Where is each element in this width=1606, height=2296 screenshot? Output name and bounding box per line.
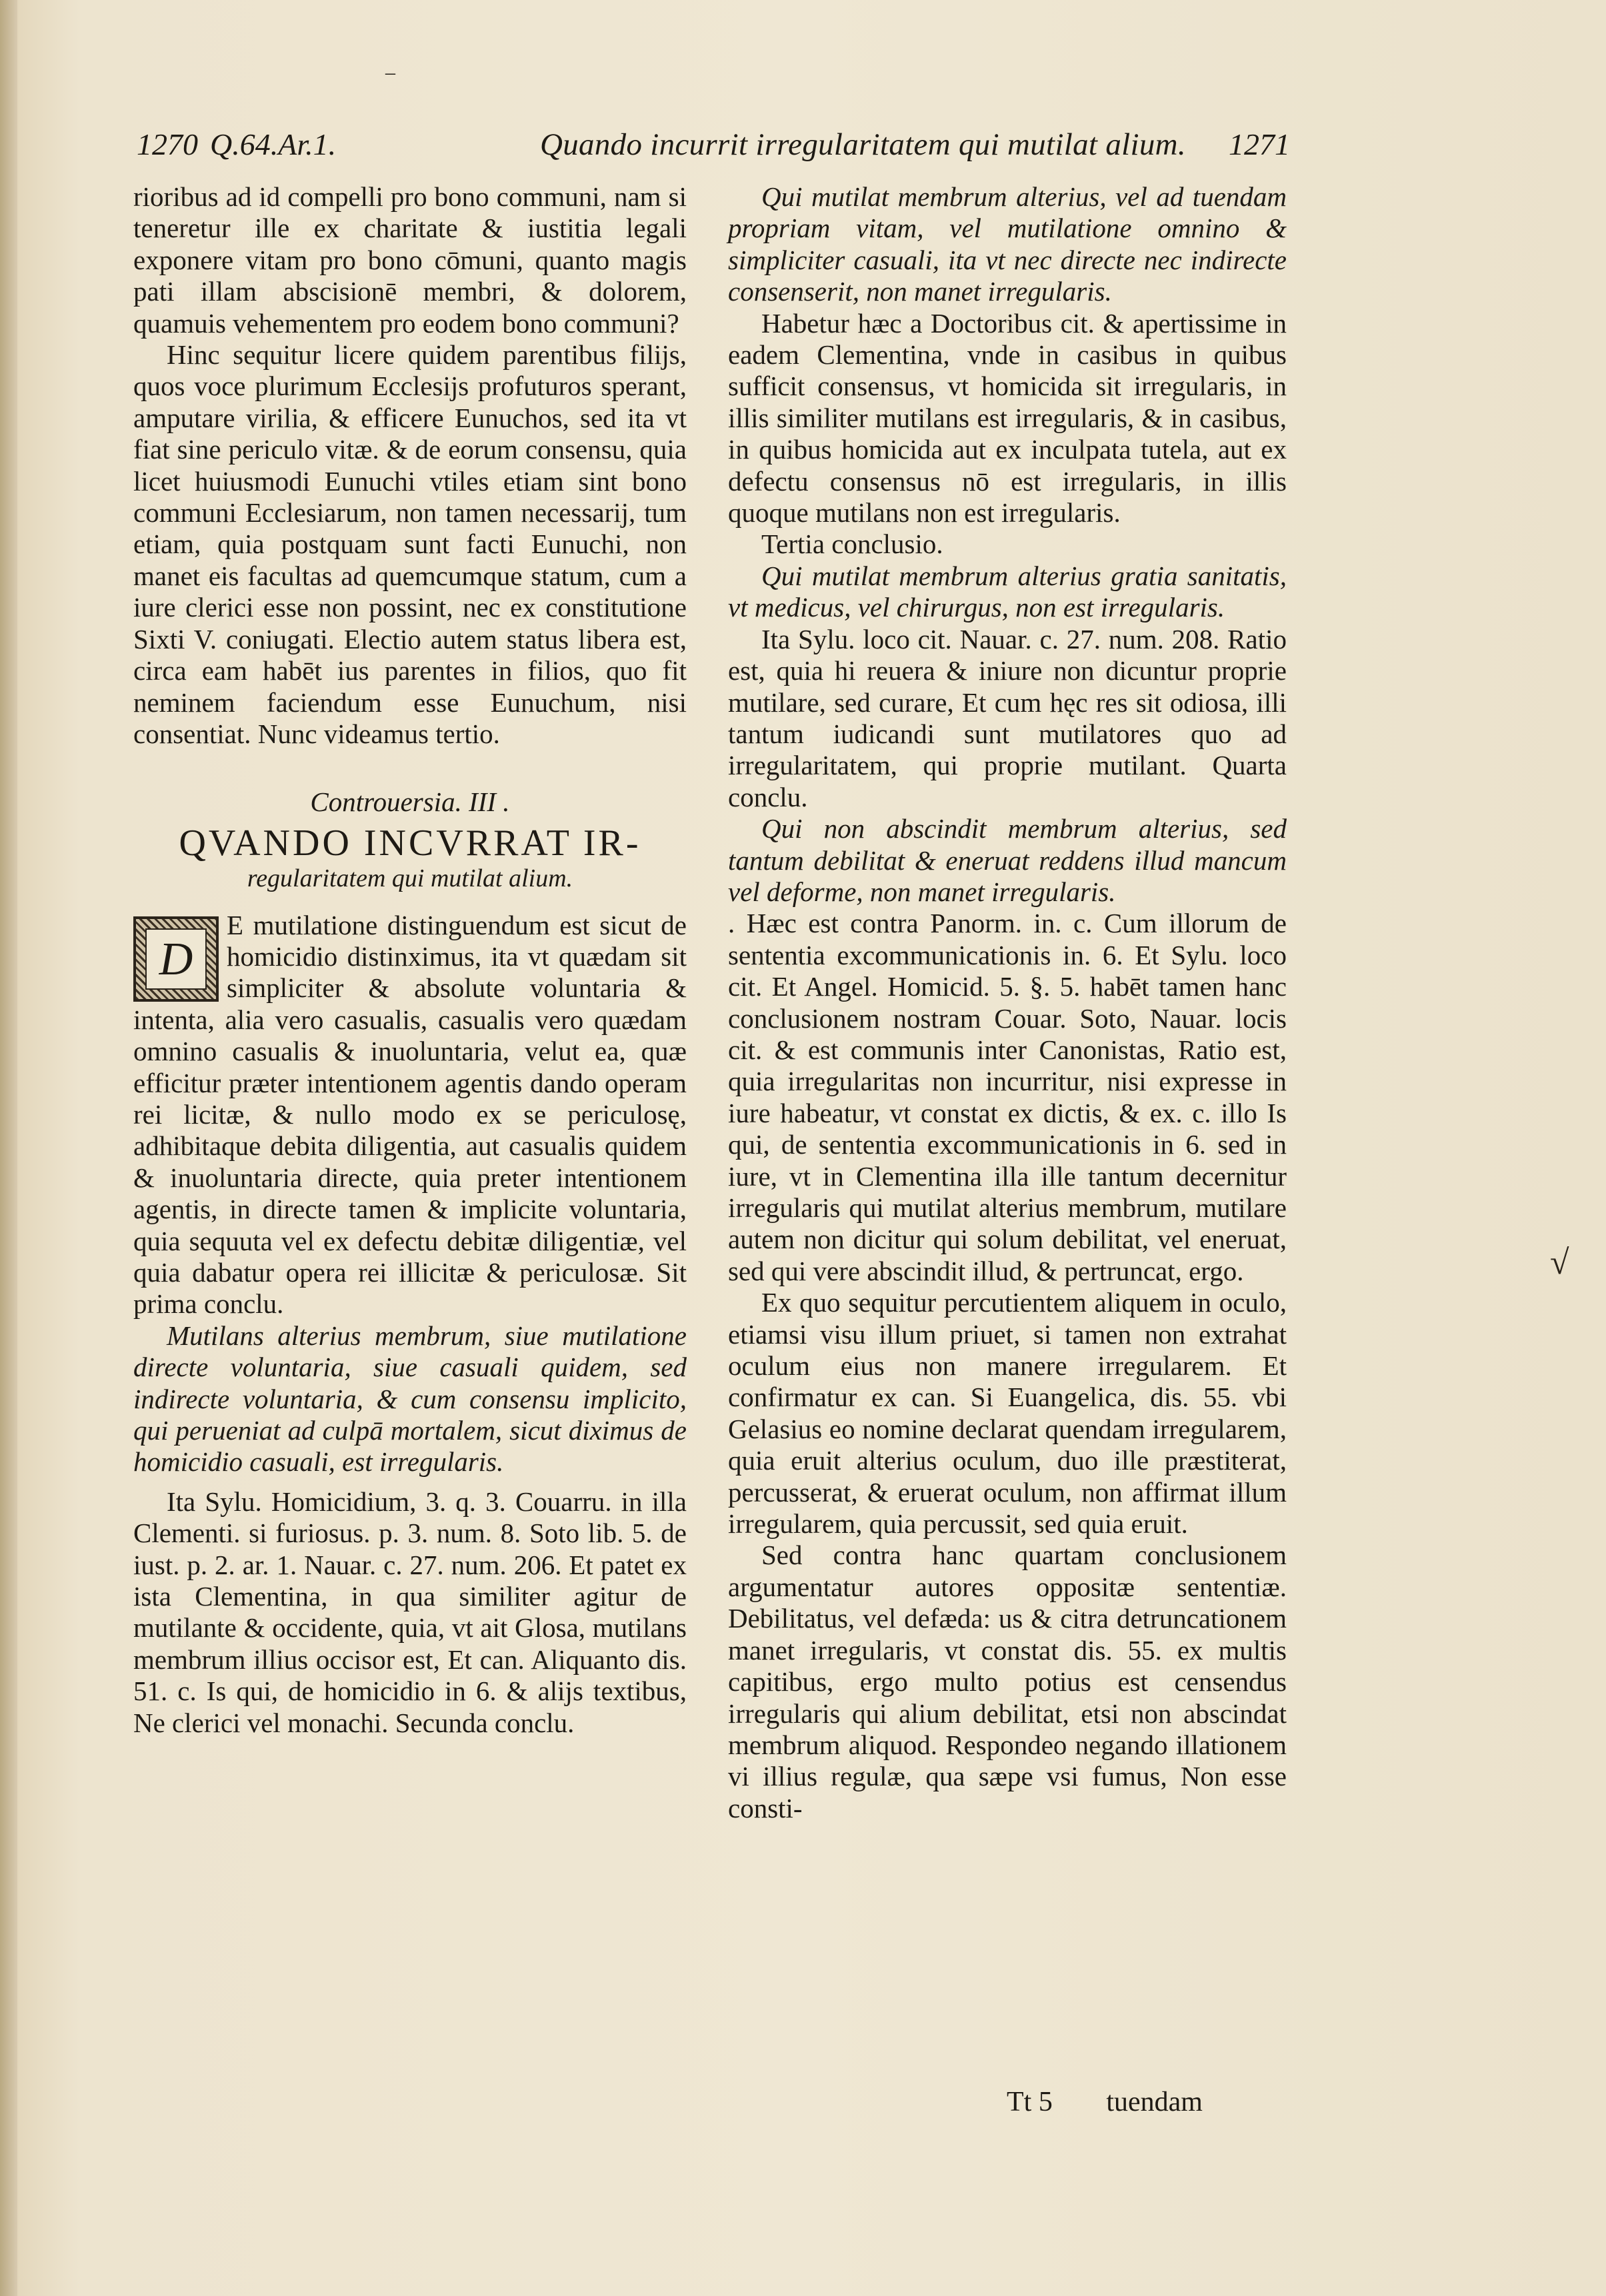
- paragraph: E mutilatione distinguendum est sicut de homicidio distinximus, ita vt quædam sit simpliciter & absolute voluntaria & intenta, alia vero casualis, casualis vero quædam omnino casualis & inuoluntaria, velut ea, quæ efficitur præter intentionem agentis dando operam rei licitæ, & nullo modo ex se periculosę, adhibitaque debita diligentia, aut casualis quidem & inuoluntaria directe, quia preter intentionem agentis, in directe tamen & implicite voluntaria, quia sequuta vel ex defectu debitæ diligentiæ, vel quia dabatur opera rei illicitæ & periculosæ. Sit prima conclu.: [133, 909, 687, 1320]
- paragraph: Ex quo sequitur percutientem aliquem in oculo, etiamsi visu illum priuet, si tamen non extrahat oculum eius non manere irregularem. Et confirmatur ex can. Si Euangelica, dis. 55. vbi Gelasius eo nomine declarat quendam irregularem, quia eruit alterius oculum, duo ille præstiterat, percusserat, & eruerat oculum, non affirmat illum irregularem, quia percussit, sed quia eruit.: [728, 1287, 1287, 1540]
- paragraph: Habetur hæc a Doctoribus cit. & apertissime in eadem Clementina, vnde in casibus in quibus sufficit consensus, vt homicida sit irregularis, in illis similiter mutilans est irregularis, & in casibus, in quibus homicida aut ex inculpata tutela, aut ex defectu consensus nō est irregularis, in illis quoque mutilans non est irregularis.: [728, 307, 1287, 529]
- left-column: [133, 181, 687, 1739]
- running-header: [137, 127, 1290, 173]
- conclusion-text: Mutilans alterius membrum, siue mutilatione directe voluntaria, siue casuali quidem, sed indirecte voluntaria, & cum consensu implicito, qui perueniat ad culpā mortalem, sicut diximus de homicidio casuali, est irregularis.: [133, 1320, 687, 1478]
- page-number-right: 1271: [1229, 127, 1290, 161]
- signature-mark: Tt 5: [1007, 2087, 1053, 2117]
- decorated-initial: [133, 916, 219, 1002]
- conclusion-text: Qui mutilat membrum alterius gratia sanitatis, vt medicus, vel chirurgus, non est irregularis.: [728, 560, 1287, 623]
- paragraph: . Hæc est contra Panorm. in. c. Cum illorum de sententia excommunicationis in. 6. Et Sylu. loco cit. Et Angel. Homicid. 5. §. 5. habēt tamen hanc conclusionem nostram Couar. Soto, Nauar. locis cit. & est communis inter Canonistas, Ratio est, quia irregularitas non incurritur, nisi expresse in iure habeatur, vt constat ex dictis, & ex. c. illo Is qui, de sententia excommunicationis in 6. sed in iure, vt in Clementina illa ille tantum decernitur irregularis qui mutilat alterius membrum, mutilare autem non dicitur qui solum debilitat, vel eneruat, sed qui vere abscindit illud, & pertruncat, ergo.: [728, 908, 1287, 1286]
- binding-gutter: [0, 0, 17, 2296]
- conclusion-text: Qui non abscindit membrum alterius, sed tantum debilitat & eneruat reddens illud mancum vel deforme, non manet irregularis.: [728, 813, 1287, 907]
- section-subtitle: regularitatem qui mutilat alium.: [247, 864, 573, 893]
- margin-mark: √: [1550, 1244, 1569, 1282]
- right-column: [728, 181, 1287, 1824]
- paragraph: Ita Sylu. Homicidium, 3. q. 3. Couarru. in illa Clementi. si furiosus. p. 3. num. 8. Soto lib. 5. de iust. p. 2. ar. 1. Nauar. c. 27. num. 206. Et patet ex ista Clementina, in qua similiter agitur de mutilante & occidente, quia, vt ait Glosa, mutilans membrum illius occisor est, Et can. Aliquanto dis. 51. c. Is qui, de homicidio in 6. & alijs textibus, Ne clerici vel monachi. Secunda conclu.: [133, 1486, 687, 1738]
- initial-letter: D: [145, 928, 207, 990]
- catchword: tuendam: [1106, 2087, 1203, 2117]
- paragraph: Hinc sequitur licere quidem parentibus filijs, quos voce plurimum Ecclesijs profuturos sperant, amputare virilia, & efficere Eunuchos, sed ita vt fiat sine periculo vitæ. & de eorum consensu, quia licet huiusmodi Eunuchi vtiles etiam sint bono communi Ecclesiarum, non tamen necessarij, tum etiam, quia postquam sunt facti Eunuchi, non manet eis facultas ad quemcumque statum, cum a iure clerici esse non possint, nec ex constitutione Sixti V. coniugati. Electio autem status libera est, circa eam habēt ius parentes in filios, quo fit neminem faciendum esse Eunuchum, nisi consentiat. Nunc videamus tertio.: [133, 339, 687, 749]
- paragraph: Ita Sylu. loco cit. Nauar. c. 27. num. 208. Ratio est, quia hi reuera & iniure non dicuntur proprie mutilare, sed curare, Et cum hęc res sit odiosa, illi tantum iudicandi sunt mutilatores quo ad irregularitatem, qui proprie mutilant. Quarta conclu.: [728, 623, 1287, 812]
- dropcap-paragraph: [133, 910, 687, 1320]
- page-footer: [1007, 2086, 1203, 2118]
- running-head-right: Quando incurrit irregularitatem qui mutilat alium.: [540, 127, 1186, 162]
- conclusion-label: Tertia conclusio.: [761, 529, 943, 560]
- conclusion-text: Qui mutilat membrum alterius, vel ad tuendam propriam vitam, vel mutilatione omnino & simpliciter casuali, ita vt nec directe nec indirecte consenserit, non manet irregularis.: [728, 181, 1287, 307]
- paragraph: rioribus ad id compelli pro bono communi, nam si teneretur ille ex charitate & iustitia legali exponere vitam pro bono cōmuni, quanto magis pati illam abscisionē membri, & dolorem, quamuis vehementem pro eodem bono communi?: [133, 181, 687, 339]
- top-mark: –: [385, 61, 395, 83]
- running-head-left: Q.64.Ar.1.: [210, 127, 337, 161]
- page-number-left: 1270: [137, 127, 198, 161]
- section-title: QVANDO INCVRRAT IR-: [179, 822, 641, 864]
- controversia-label: Controuersia. III .: [310, 786, 510, 818]
- paragraph: Sed contra hanc quartam conclusionem argumentatur autores oppositæ sententiæ. Debilitatus, vel defæda: us & citra detruncationem manet irregularis, vt constat dis. 55. ex multis capitibus, ergo multo potius est censendus irregularis qui alium debilitat, etsi non abscindat membrum aliquod. Respondeo negando illationem vi illius regulæ, qua sæpe vsi fumus, Non esse consti-: [728, 1540, 1287, 1823]
